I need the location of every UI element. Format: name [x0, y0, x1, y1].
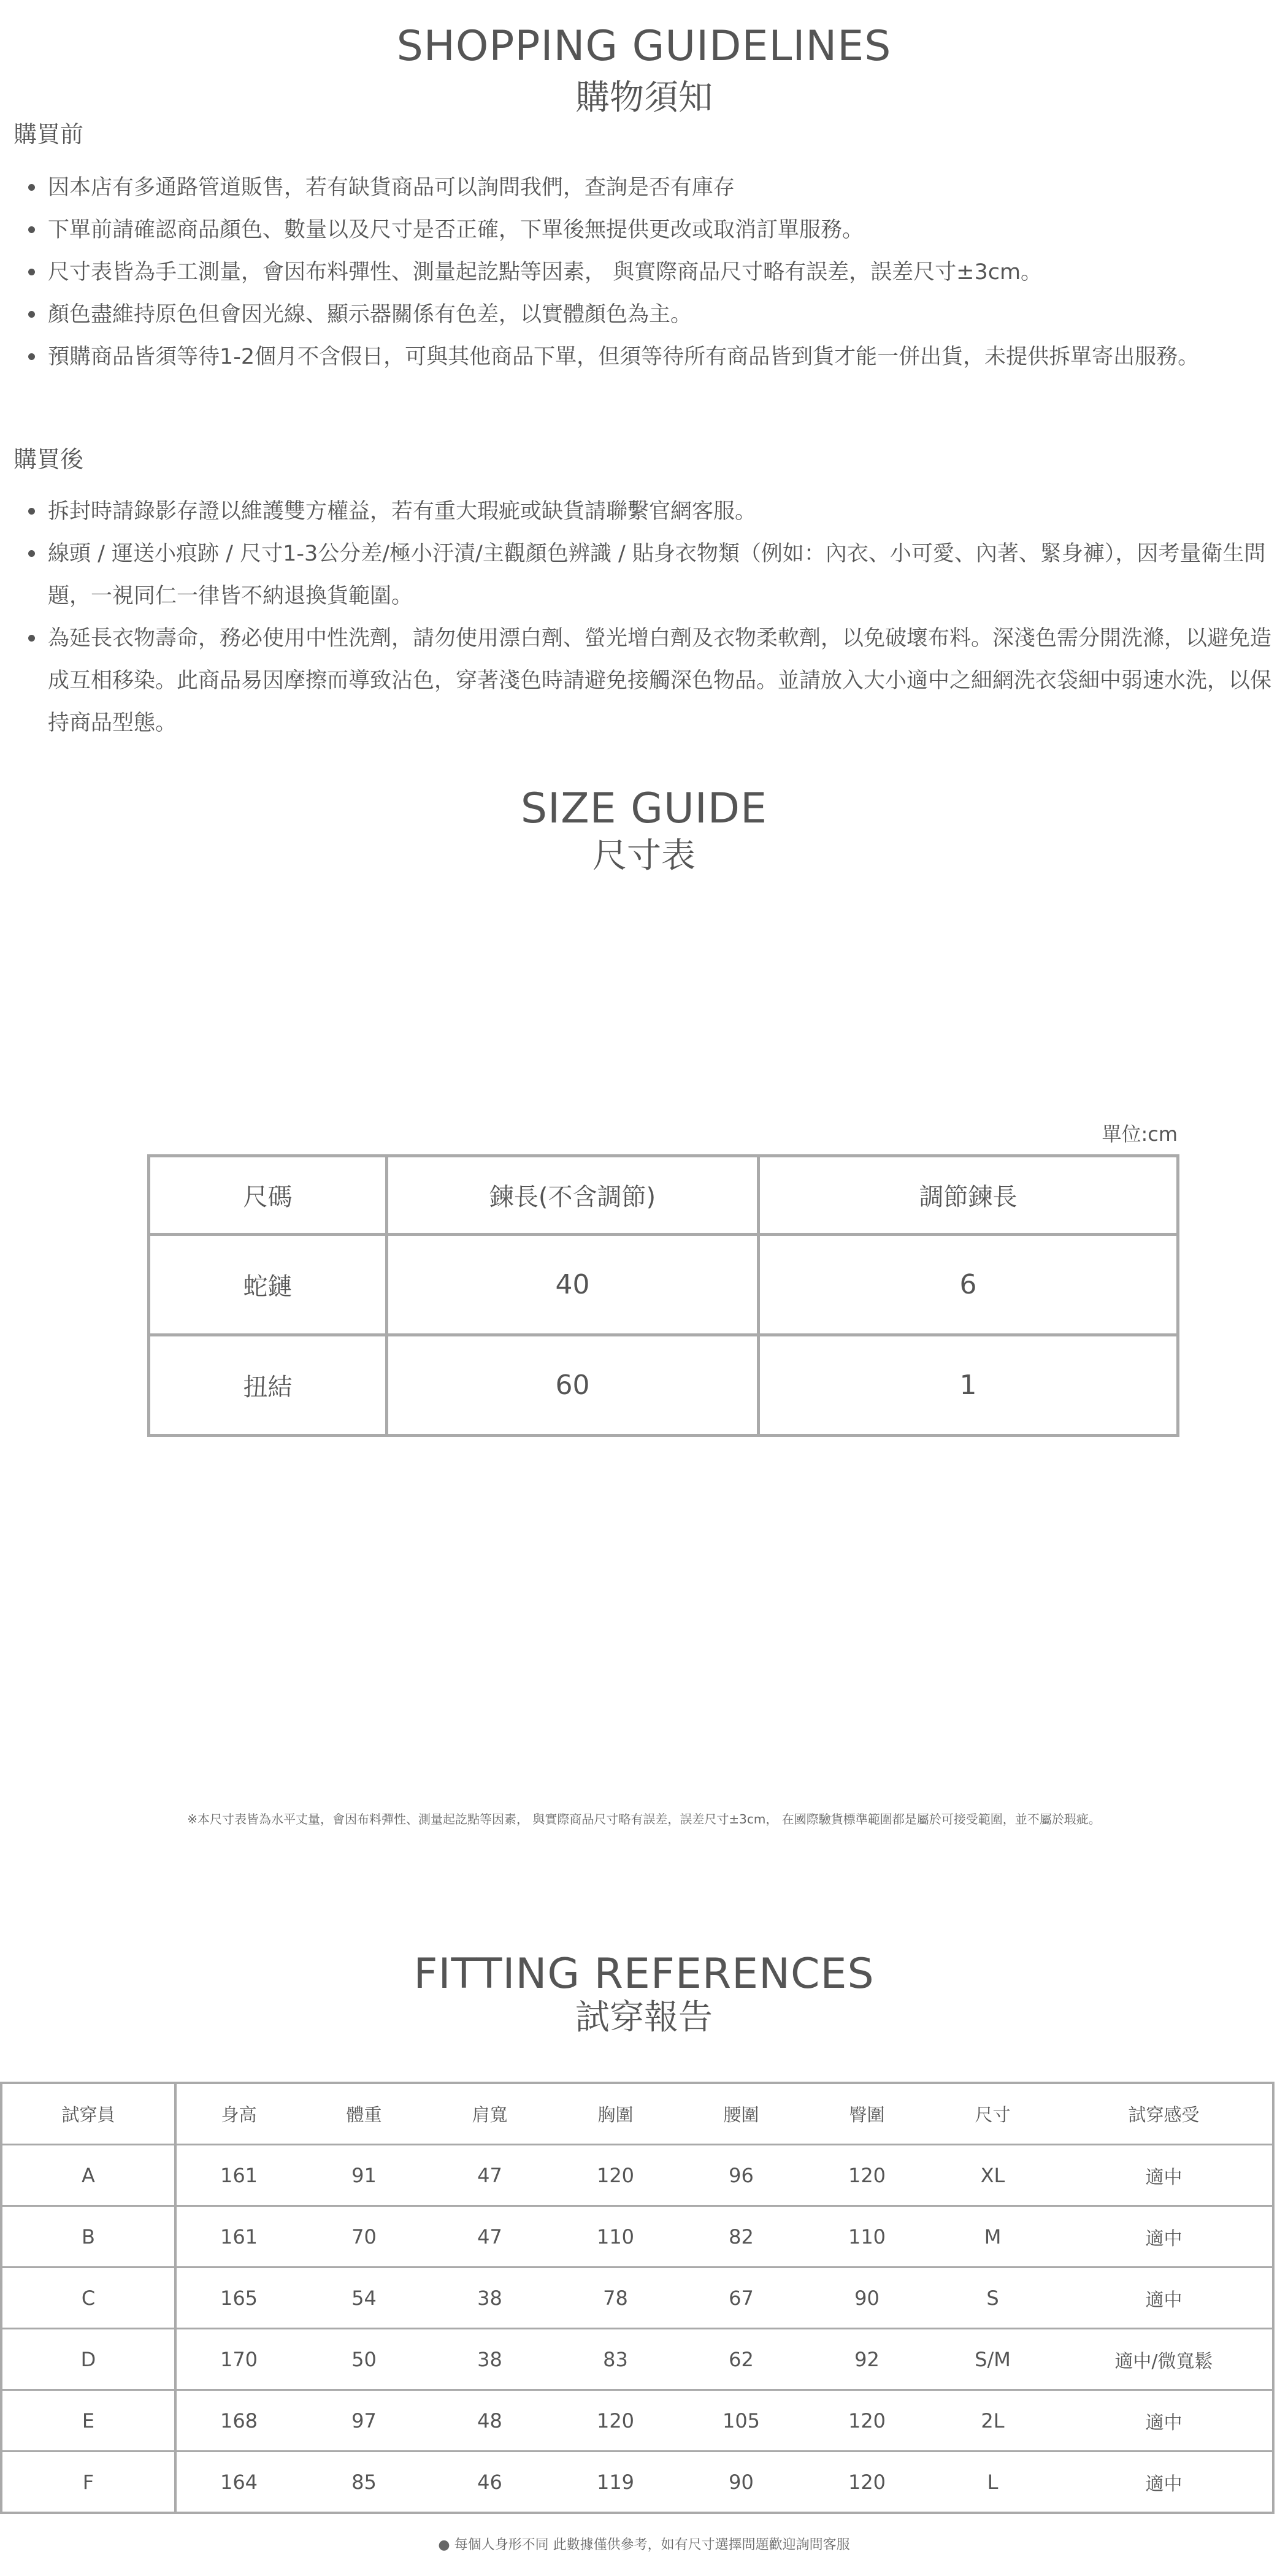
waist-cell: 67: [678, 2267, 804, 2329]
fitting-header-cell: 胸圍: [553, 2084, 678, 2145]
fitting-header-cell: 身高: [175, 2084, 301, 2145]
fit-feel-cell: 適中: [1056, 2267, 1272, 2329]
chest-cell: 120: [553, 2145, 678, 2206]
before-purchase-list: [13, 167, 1283, 378]
table-row: [149, 1235, 1178, 1335]
shoulder-cell: 38: [427, 2267, 553, 2329]
table-row: [2, 2451, 1272, 2512]
fitting-header-cell: 臀圍: [804, 2084, 930, 2145]
height-cell: 168: [175, 2390, 301, 2451]
size-cell: XL: [930, 2145, 1056, 2206]
weight-cell: 50: [301, 2329, 427, 2390]
chest-cell: 119: [596, 2470, 635, 2494]
hip-cell: 120: [804, 2145, 930, 2206]
weight-cell: 85: [351, 2470, 377, 2494]
size-header-cell: 尺碼: [149, 1156, 387, 1235]
fitting-header-cell: 試穿員: [2, 2084, 175, 2145]
tester-cell: B: [2, 2206, 175, 2267]
tester-cell: D: [2, 2329, 175, 2390]
hip-cell: 110: [804, 2206, 930, 2267]
fitting-header-cell: 腰圍: [678, 2084, 804, 2145]
before-purchase-heading: 購買前: [13, 121, 84, 148]
tester-cell: E: [2, 2390, 175, 2451]
chest-cell: 110: [553, 2206, 678, 2267]
fit-feel-cell: 適中: [1056, 2390, 1272, 2451]
size-cell: L: [987, 2470, 999, 2494]
list-item: 預購商品皆須等待1-2個月不含假日，可與其他商品下單，但須等待所有商品皆到貨才能一併出貨，未提供拆單寄出服務。: [13, 336, 1283, 378]
chest-cell: 83: [553, 2329, 678, 2390]
chest-cell: 78: [553, 2267, 678, 2329]
fitting-header-cell: 試穿感受: [1056, 2084, 1272, 2145]
fitting-header-cell: 肩寬: [427, 2084, 553, 2145]
fit-feel-cell: 適中: [1145, 2473, 1183, 2495]
waist-cell: 62: [678, 2329, 804, 2390]
size-cell: M: [930, 2206, 1056, 2267]
fitting-header-cell: 尺寸: [930, 2084, 1056, 2145]
size-cell: S/M: [930, 2329, 1056, 2390]
shoulder-cell: 47: [427, 2206, 553, 2267]
table-row: [2, 2206, 1272, 2267]
tester-cell: F: [2, 2451, 175, 2512]
size-cell: 2L: [930, 2390, 1056, 2451]
size-name-cell: 扭結: [149, 1335, 387, 1436]
shoulder-cell: 47: [427, 2145, 553, 2206]
height-cell: 165: [175, 2267, 301, 2329]
fit-feel-cell: 適中/微寬鬆: [1056, 2329, 1272, 2390]
tester-cell: C: [2, 2267, 175, 2329]
waist-cell: 105: [678, 2390, 804, 2451]
chest-cell: 120: [553, 2390, 678, 2451]
waist-cell: 90: [729, 2470, 754, 2494]
hip-cell: 90: [804, 2267, 930, 2329]
shoulder-cell: 38: [427, 2329, 553, 2390]
list-item: 線頭 / 運送小痕跡 / 尺寸1-3公分差/極小汙漬/主觀顏色辨識 / 貼身衣物類（例如：內衣、小可愛、內著、緊身褲），因考量衛生問題，一視同仁一律皆不納退換貨範圍。: [13, 533, 1283, 618]
fit-feel-cell: 適中: [1056, 2206, 1272, 2267]
hip-cell: 92: [804, 2329, 930, 2390]
fit-feel-cell: 適中: [1056, 2145, 1272, 2206]
list-item: 為延長衣物壽命，務必使用中性洗劑，請勿使用漂白劑、螢光增白劑及衣物柔軟劑，以免破壞布料。深淺色需分開洗滌，以避免造成互相移染。此商品易因摩擦而導致沾色，穿著淺色時請避免接觸深色物品。並請放入大小適中之細網洗衣袋細中弱速水洗，以保持商品型態。: [13, 618, 1283, 745]
chain-length-cell: 60: [387, 1335, 759, 1436]
height-cell: 170: [175, 2329, 301, 2390]
shoulder-cell: 46: [477, 2470, 502, 2494]
table-row: [2, 2267, 1272, 2329]
list-item: 因本店有多通路管道販售，若有缺貨商品可以詢問我們，查詢是否有庫存: [13, 167, 1283, 209]
size-table: [147, 1154, 1179, 1437]
chain-length-cell: 40: [387, 1235, 759, 1335]
size-guide-note: ※本尺寸表皆為水平丈量，會因布料彈性、測量起訖點等因素， 與實際商品尺寸略有誤差，誤差尺寸±3cm， 在國際驗貨標準範圍都是屬於可接受範圍，並不屬於瑕疵。: [187, 1812, 1101, 1827]
weight-cell: 91: [301, 2145, 427, 2206]
fitting-header-row: [2, 2084, 1272, 2145]
table-row: [2, 2329, 1272, 2390]
size-header-cell: 調節鍊長: [759, 1156, 1178, 1235]
after-purchase-heading: 購買後: [13, 446, 84, 473]
size-cell: S: [930, 2267, 1056, 2329]
size-name-cell: 蛇鏈: [149, 1235, 387, 1335]
table-row: [2, 2390, 1272, 2451]
shopping-title-en: SHOPPING GUIDELINES: [396, 22, 892, 71]
shoulder-cell: 48: [427, 2390, 553, 2451]
table-row: [2, 2145, 1272, 2206]
height-cell: 164: [220, 2470, 258, 2494]
waist-cell: 82: [678, 2206, 804, 2267]
weight-cell: 97: [301, 2390, 427, 2451]
size-guide-title-zh: 尺寸表: [592, 836, 696, 876]
adjust-length-cell: 6: [759, 1235, 1178, 1335]
list-item: 顏色盡維持原色但會因光線、顯示器關係有色差，以實體顏色為主。: [13, 294, 1283, 336]
fitting-table: [2, 2084, 1272, 2512]
shopping-title-zh: 購物須知: [575, 78, 713, 118]
fitting-title-zh: 試穿報告: [575, 1998, 713, 2037]
height-cell: 161: [175, 2145, 301, 2206]
hip-cell: 120: [804, 2390, 930, 2451]
adjust-length-cell: 1: [759, 1335, 1178, 1436]
list-item: 拆封時請錄影存證以維護雙方權益，若有重大瑕疵或缺貨請聯繫官網客服。: [13, 491, 1283, 533]
unit-label: 單位:cm: [1102, 1122, 1178, 1146]
fitting-table-frame: [0, 2082, 1275, 2514]
weight-cell: 70: [301, 2206, 427, 2267]
size-table-header-row: [149, 1156, 1178, 1235]
weight-cell: 54: [301, 2267, 427, 2329]
tester-cell: A: [2, 2145, 175, 2206]
list-item: 下單前請確認商品顏色、數量以及尺寸是否正確，下單後無提供更改或取消訂單服務。: [13, 209, 1283, 251]
waist-cell: 96: [678, 2145, 804, 2206]
after-purchase-list: [13, 491, 1283, 745]
size-header-cell: 鍊長(不含調節): [387, 1156, 759, 1235]
fitting-footnote: ● 每個人身形不同 此數據僅供參考，如有尺寸選擇問題歡迎詢問客服: [438, 2537, 850, 2553]
hip-cell: 120: [848, 2470, 886, 2494]
fitting-header-cell: 體重: [301, 2084, 427, 2145]
size-guide-title-en: SIZE GUIDE: [520, 784, 768, 833]
list-item: 尺寸表皆為手工測量，會因布料彈性、測量起訖點等因素， 與實際商品尺寸略有誤差，誤差尺寸±3cm。: [13, 251, 1283, 294]
fitting-title-en: FITTING REFERENCES: [413, 1950, 875, 1998]
height-cell: 161: [175, 2206, 301, 2267]
table-row: [149, 1335, 1178, 1436]
